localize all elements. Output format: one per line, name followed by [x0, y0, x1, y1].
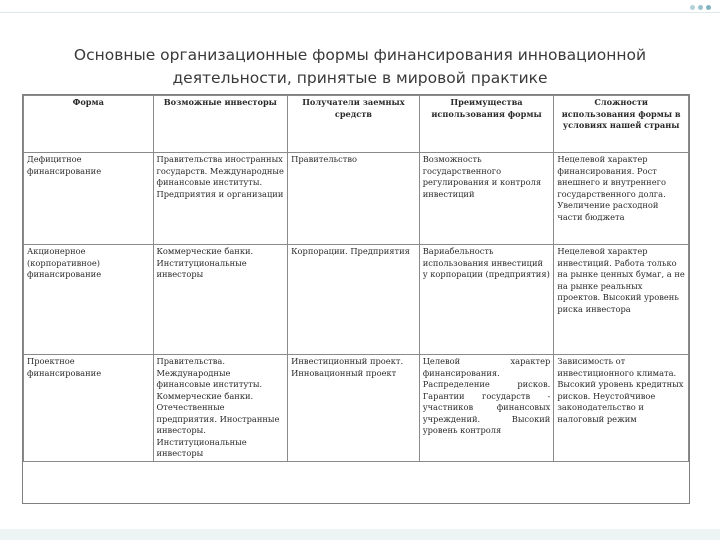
header-form: Форма — [24, 96, 154, 153]
corner-decoration — [690, 4, 712, 12]
header-recipients: Получатели заемных средств — [288, 96, 420, 153]
cell-advantages: Целевой характер финансирования. Распределение рисков. Гарантии государств - участников финансовых учреждений. Высокий уровень контроля — [419, 355, 554, 462]
cell-difficulties: Нецелевой характер финансирования. Рост внешнего и внутреннего государственного долга. Увеличение расходной части бюджета — [554, 153, 689, 245]
cell-recipients: Корпорации. Предприятия — [288, 245, 420, 355]
table-row — [24, 355, 689, 462]
cell-advantages: Возможность государственного регулирования и контроля инвестиций — [419, 153, 554, 245]
table-header-row — [24, 96, 689, 153]
header-difficulties: Сложности использования формы в условиях нашей страны — [554, 96, 689, 153]
header-investors: Возможные инвесторы — [153, 96, 288, 153]
slide-bottom-bar — [0, 529, 720, 540]
cell-difficulties: Нецелевой характер инвестиций. Работа только на рынке ценных бумаг, а не на рынке реальных проектов. Высокий уровень риска инвестора — [554, 245, 689, 355]
cell-investors: Коммерческие банки. Институциональные инвесторы — [153, 245, 288, 355]
cell-difficulties: Зависимость от инвестиционного климата. Высокий уровень кредитных рисков. Неустойчивое законодательство и налоговый режим — [554, 355, 689, 462]
financing-forms-table — [22, 94, 690, 504]
header-advantages: Преимущества использования формы — [419, 96, 554, 153]
cell-recipients: Правительство — [288, 153, 420, 245]
cell-recipients: Инвестиционный проект. Инновационный проект — [288, 355, 420, 462]
cell-form: Акционерное (корпоративное) финансирование — [24, 245, 154, 355]
table-row — [24, 153, 689, 245]
cell-advantages: Вариабельность использования инвестиций у корпорации (предприятия) — [419, 245, 554, 355]
slide-top-line — [0, 12, 720, 13]
cell-form: Проектное финансирование — [24, 355, 154, 462]
table-row — [24, 245, 689, 355]
slide-title: Основные организационные формы финансирования инновационной деятельности, принятые в мировой практике — [73, 46, 647, 87]
cell-investors: Правительства. Международные финансовые институты. Коммерческие банки. Отечественные предприятия. Иностранные инвесторы. Институциональные инвесторы — [153, 355, 288, 462]
cell-form: Дефицитное финансирование — [24, 153, 154, 245]
cell-investors: Правительства иностранных государств. Международные финансовые институты. Предприятия и организации — [153, 153, 288, 245]
